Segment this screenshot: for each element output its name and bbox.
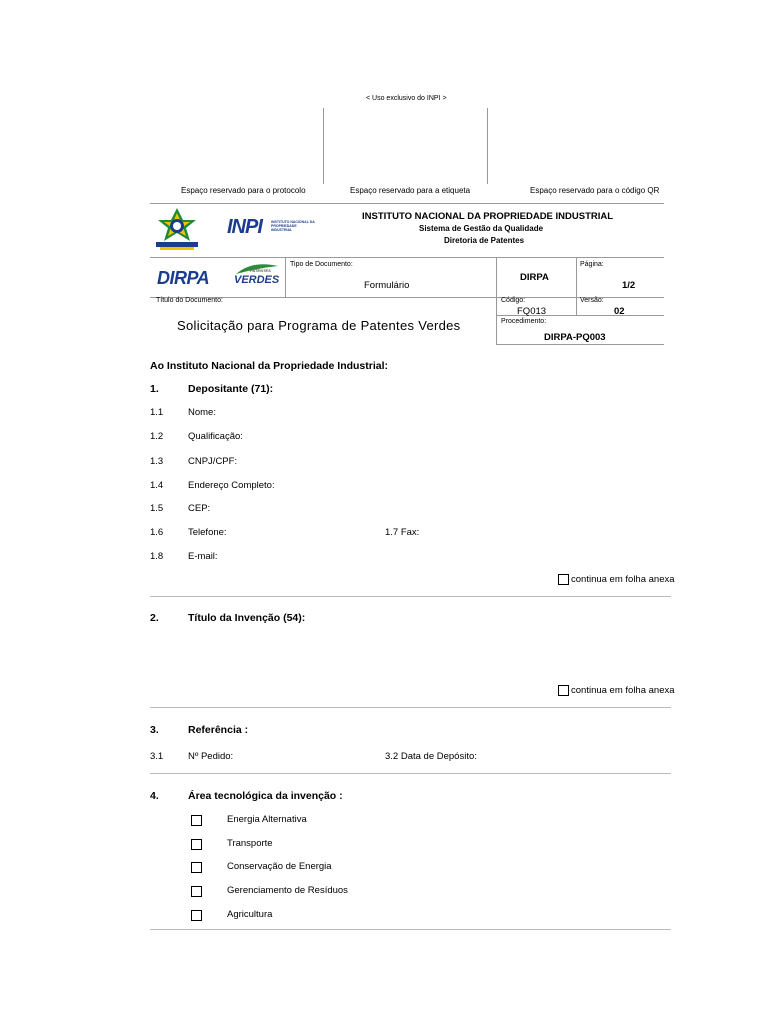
section-2-title: Título da Invenção (54): [188,612,306,624]
doc-title-label: Título do Documento: [156,297,223,304]
checkbox-energia-alternativa[interactable] [191,815,202,826]
option-agricultura: Agricultura [227,909,273,920]
checkbox-conservacao-energia[interactable] [191,862,202,873]
field-1-1-number: 1.1 [150,407,164,418]
section-3-number: 3. [150,724,159,736]
section-1-number: 1. [150,383,159,395]
header-divider-c [576,257,577,315]
field-1-2-number: 1.2 [150,431,164,442]
field-3-1-number: 3.1 [150,751,164,762]
section-1-rule [150,596,671,597]
patentes-verdes-logo [232,262,282,294]
checkbox-agricultura[interactable] [191,910,202,921]
field-nome-label: Nome: [188,407,216,418]
option-gerenciamento-residuos: Gerenciamento de Resíduos [227,885,348,896]
field-email-label: E-mail: [188,551,218,562]
qr-space-label: Espaço reservado para o código QR [530,186,660,195]
code-label: Código: [501,297,526,304]
procedure-value: DIRPA-PQ003 [544,332,606,343]
section-2-rule [150,707,671,708]
option-energia-alternativa: Energia Alternativa [227,814,307,825]
checkbox-transporte[interactable] [191,839,202,850]
doc-type-value: Formulário [364,280,410,291]
header-divider-a [285,257,286,297]
section-4-number: 4. [150,790,159,802]
section-1-title: Depositante (71): [188,383,274,395]
version-value: 02 [614,306,625,317]
section-4-title: Área tecnológica da invenção : [188,790,343,802]
page-value: 1/2 [622,280,636,291]
field-qualificacao-label: Qualificação: [188,431,243,442]
coat-of-arms-logo [150,206,204,252]
quality-system: Sistema de Gestão da Qualidade [419,224,544,233]
document-title: Solicitação para Programa de Patentes Verdes [177,318,461,333]
field-1-8-number: 1.8 [150,551,164,562]
field-1-3-number: 1.3 [150,456,164,467]
verdes-logo-text: VERDES [234,274,280,286]
inpi-logo-text: INPI [227,216,262,238]
continua-label-2: continua em folha anexa [571,685,675,696]
reserved-divider-1 [323,108,324,184]
section-2-number: 2. [150,612,159,624]
field-data-deposito-label: 3.2 Data de Depósito: [385,751,477,762]
procedure-label: Procedimento: [501,318,547,325]
header-divider-b [496,257,497,345]
dirpa-logo: DIRPA [157,268,210,288]
reserved-divider-2 [487,108,488,184]
section-3-rule [150,773,671,774]
addressee: Ao Instituto Nacional da Propriedade Industrial: [150,360,389,372]
field-1-5-number: 1.5 [150,503,164,514]
header-top-rule [150,203,664,204]
field-1-4-number: 1.4 [150,480,164,491]
label-space-label: Espaço reservado para a etiqueta [350,186,471,195]
section-3-title: Referência : [188,724,249,736]
header-rule-2 [150,257,664,258]
version-label: Versão: [580,297,604,304]
continua-label-1: continua em folha anexa [571,574,675,585]
field-1-6-number: 1.6 [150,527,164,538]
checkbox-gerenciamento-residuos[interactable] [191,886,202,897]
field-cnpj-label: CNPJ/CPF: [188,456,238,467]
header-rule-5 [496,344,664,345]
option-conservacao-energia: Conservação de Energia [227,861,332,872]
inpi-logo [227,218,319,238]
section-4-rule [150,929,671,930]
option-transporte: Transporte [227,838,273,849]
continua-checkbox-2[interactable] [558,685,569,696]
dept-value: DIRPA [520,272,549,283]
protocol-space-label: Espaço reservado para o protocolo [181,186,306,195]
doc-type-label: Tipo de Documento: [290,261,353,268]
field-telefone-label: Telefone: [188,527,227,538]
code-value: FQ013 [517,306,547,317]
inpi-logo-subtitle: INSTITUTO NACIONAL DA PROPRIEDADE INDUSTRIAL [271,220,315,232]
directorate: Diretoria de Patentes [444,236,525,245]
field-cep-label: CEP: [188,503,211,514]
field-pedido-label: Nº Pedido: [188,751,234,762]
continua-checkbox-1[interactable] [558,574,569,585]
page-label: Página: [580,261,604,268]
reserved-title: < Uso exclusivo do INPI > [366,95,447,102]
verdes-logo-top: PATENTES [250,268,271,273]
field-fax-label: 1.7 Fax: [385,527,420,538]
institute-name: INSTITUTO NACIONAL DA PROPRIEDADE INDUSTRIAL [362,211,614,222]
field-endereco-label: Endereço Completo: [188,480,275,491]
